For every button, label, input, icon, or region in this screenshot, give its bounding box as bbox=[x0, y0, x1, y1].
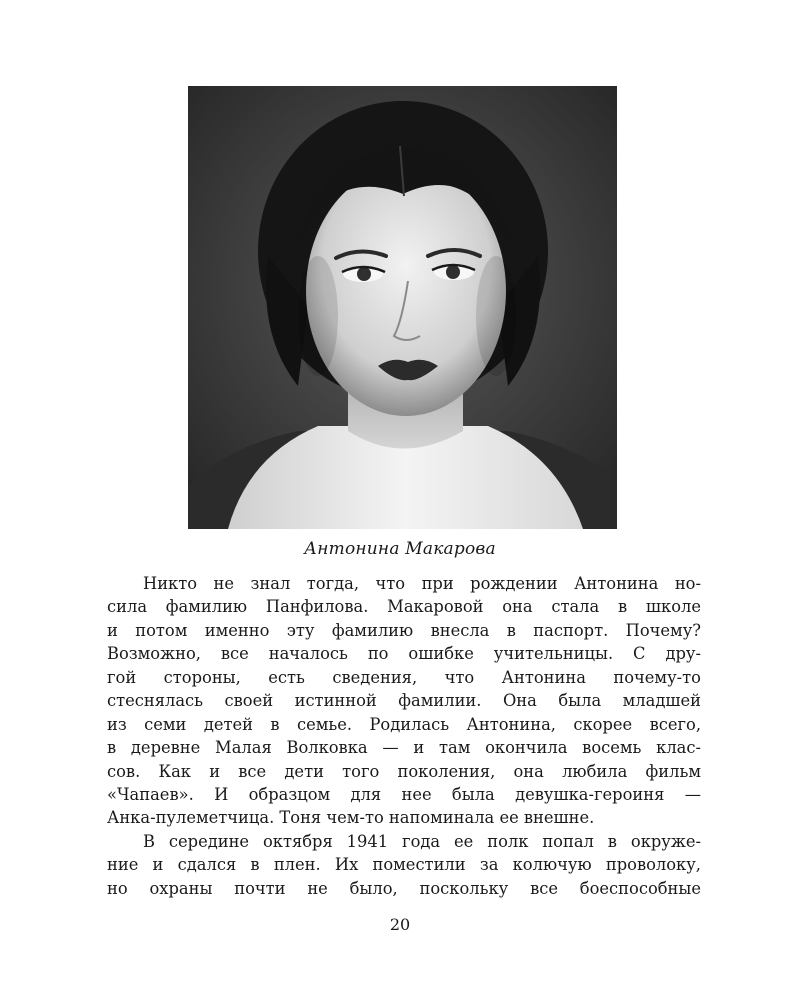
text-line: из семи детей в семье. Родилась Антонина, скорее всего, bbox=[107, 714, 701, 734]
text-line: в деревне Малая Волковка — и там окончила восемь клас- bbox=[107, 738, 701, 758]
text-line: Возможно, все началось по ошибке учительницы. С дру- bbox=[107, 644, 701, 664]
text-line: но охраны почти не было, поскольку все боеспособные bbox=[107, 878, 701, 898]
text-line: и потом именно эту фамилию внесла в паспорт. Почему? bbox=[107, 620, 701, 640]
text-line: Никто не знал тогда, что при рождении Антонина но- bbox=[143, 574, 701, 593]
photo-caption: Антонина Макарова bbox=[304, 539, 496, 559]
text-line: стеснялась своей истинной фамилии. Она была младшей bbox=[107, 691, 701, 711]
body-text bbox=[107, 572, 701, 900]
text-line: сов. Как и все дети того поколения, она любила фильм bbox=[107, 761, 701, 781]
text-line: В середине октября 1941 года ее полк попал в окруже- bbox=[143, 831, 701, 851]
text-line: Анка-пулеметчица. Тоня чем-то напоминала ее внешне. bbox=[107, 808, 595, 828]
portrait-photo bbox=[188, 86, 617, 529]
text-line: сила фамилию Панфилова. Макаровой она стала в школе bbox=[107, 597, 701, 617]
text-line: гой стороны, есть сведения, что Антонина почему-то bbox=[107, 667, 701, 687]
text-line: ние и сдался в плен. Их поместили за колючую проволоку, bbox=[107, 855, 701, 875]
page-number: 20 bbox=[389, 915, 411, 934]
text-line: «Чапаев». И образцом для нее была девушка-героиня — bbox=[107, 784, 701, 804]
